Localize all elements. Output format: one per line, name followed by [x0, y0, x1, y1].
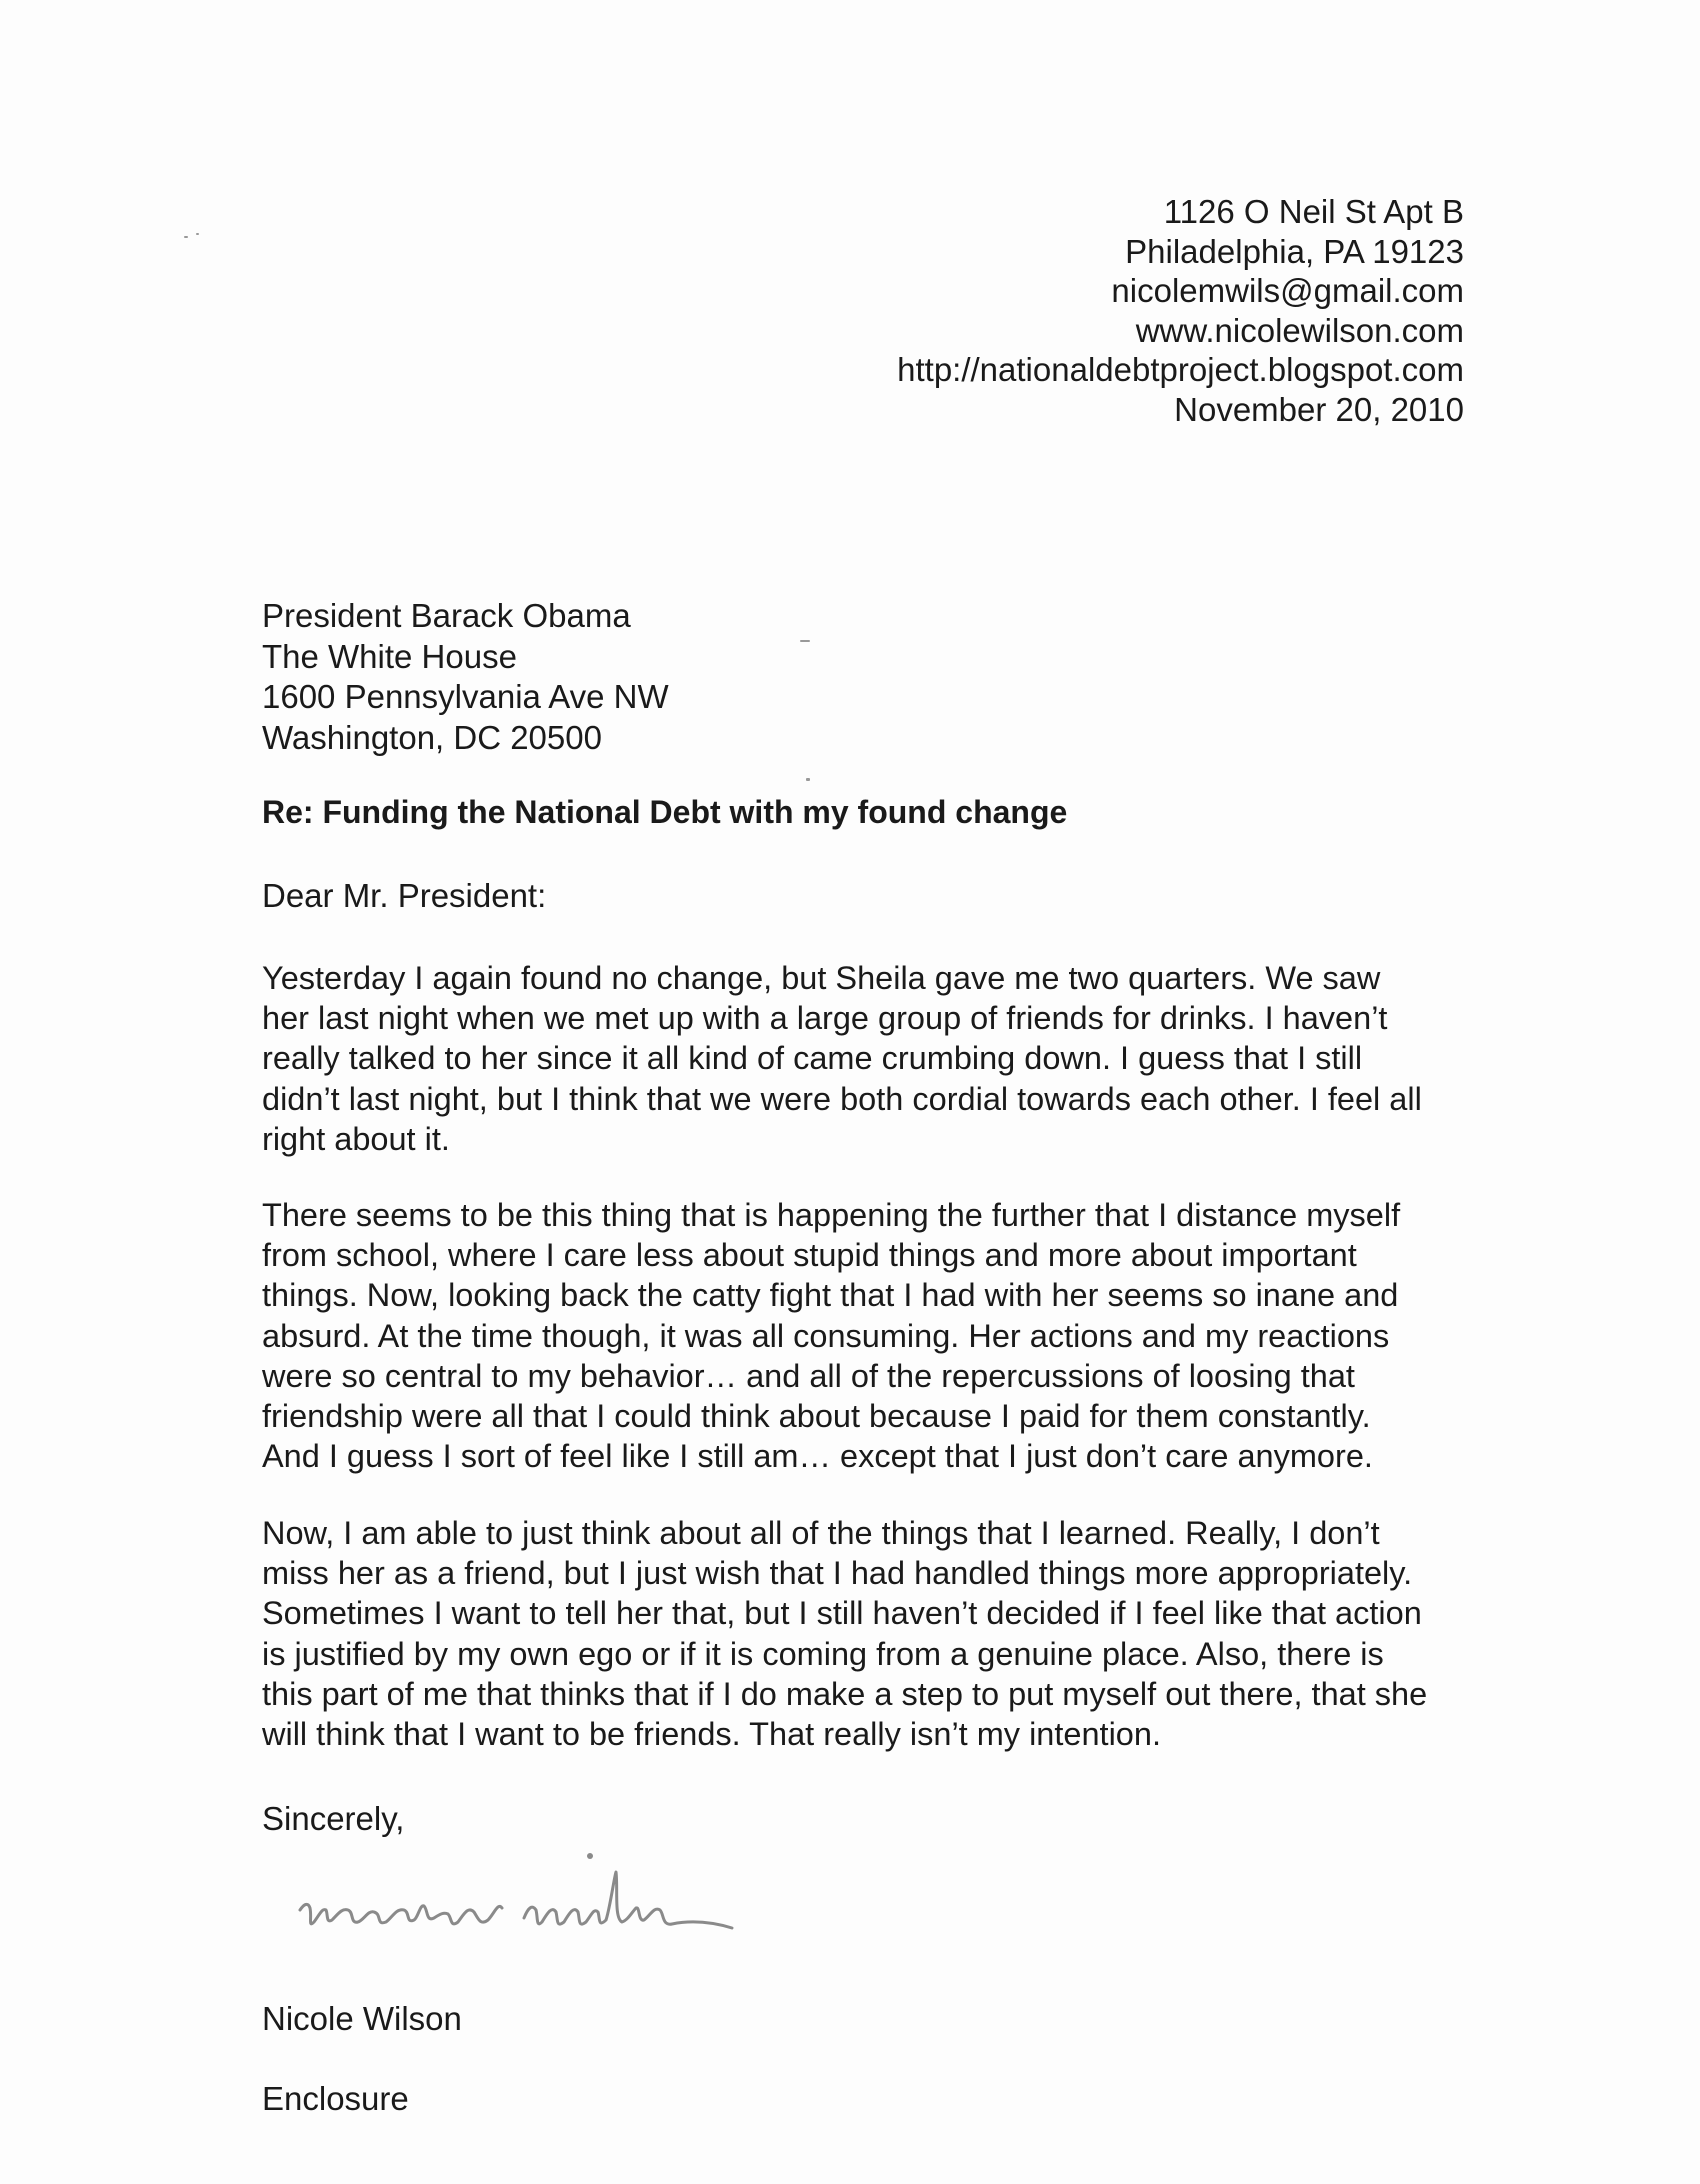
- paragraph-line: There seems to be this thing that is happening the further that I distance myself: [262, 1197, 1401, 1233]
- paragraph-line: didn’t last night, but I think that we were both cordial towards each other. I feel all: [262, 1080, 1422, 1117]
- paragraph-line: absurd. At the time though, it was all consuming. Her actions and my reactions: [262, 1317, 1390, 1354]
- paragraph-line: Yesterday I again found no change, but Sheila gave me two quarters. We saw: [262, 960, 1381, 996]
- paragraph-line: Sometimes I want to tell her that, but I still haven’t decided if I feel like that action: [262, 1595, 1422, 1632]
- handwritten-signature: [292, 1848, 772, 1958]
- sender-blog: http://nationaldebtproject.blogspot.com: [897, 351, 1464, 388]
- paragraph-line: miss her as a friend, but I just wish that I had handled things more appropriately.: [262, 1555, 1413, 1592]
- body-paragraph-1: [262, 958, 1482, 1159]
- closing: Sincerely,: [262, 1800, 405, 1837]
- signer-name: Nicole Wilson: [262, 2000, 462, 2037]
- sender-street: 1126 O Neil St Apt B: [1163, 193, 1464, 230]
- paragraph-line: is justified by my own ego or if it is coming from a genuine place. Also, there is: [262, 1635, 1384, 1672]
- recipient-address-block: [262, 596, 669, 758]
- sender-email: nicolemwils@gmail.com: [1111, 272, 1464, 309]
- paragraph-line: from school, where I care less about stupid things and more about important: [262, 1237, 1357, 1274]
- paragraph-line: friendship were all that I could think about because I paid for them constantly.: [262, 1398, 1371, 1435]
- recipient-organization: The White House: [262, 637, 517, 675]
- paragraph-line: things. Now, looking back the catty fight that I had with her seems so inane and: [262, 1277, 1399, 1314]
- paragraph-line: will think that I want to be friends. That really isn’t my intention.: [262, 1716, 1161, 1753]
- recipient-street: 1600 Pennsylvania Ave NW: [262, 678, 669, 715]
- paragraph-line: her last night when we met up with a large group of friends for drinks. I haven’t: [262, 1000, 1388, 1037]
- subject-line: Re: Funding the National Debt with my found change: [262, 794, 1068, 830]
- sender-website: www.nicolewilson.com: [1135, 311, 1464, 349]
- sender-address-block: [897, 192, 1464, 429]
- paragraph-line: Now, I am able to just think about all of the things that I learned. Really, I don’t: [262, 1515, 1380, 1551]
- body-paragraph-2: [262, 1195, 1482, 1476]
- body-paragraph-3: [262, 1513, 1482, 1754]
- paragraph-line: really talked to her since it all kind of came crumbing down. I guess that I still: [262, 1040, 1363, 1077]
- letter-date: November 20, 2010: [1174, 390, 1464, 428]
- salutation: Dear Mr. President:: [262, 877, 547, 914]
- recipient-name: President Barack Obama: [262, 597, 631, 634]
- sender-city: Philadelphia, PA 19123: [1125, 232, 1464, 270]
- paragraph-line: were so central to my behavior… and all of the repercussions of loosing that: [262, 1357, 1355, 1394]
- enclosure-note: Enclosure: [262, 2080, 409, 2117]
- recipient-city: Washington, DC 20500: [262, 718, 602, 756]
- paragraph-line: this part of me that thinks that if I do make a step to put myself out there, that she: [262, 1675, 1428, 1712]
- paragraph-line: right about it.: [262, 1120, 450, 1157]
- paragraph-line: And I guess I sort of feel like I still am… except that I just don’t care anymore.: [262, 1438, 1373, 1475]
